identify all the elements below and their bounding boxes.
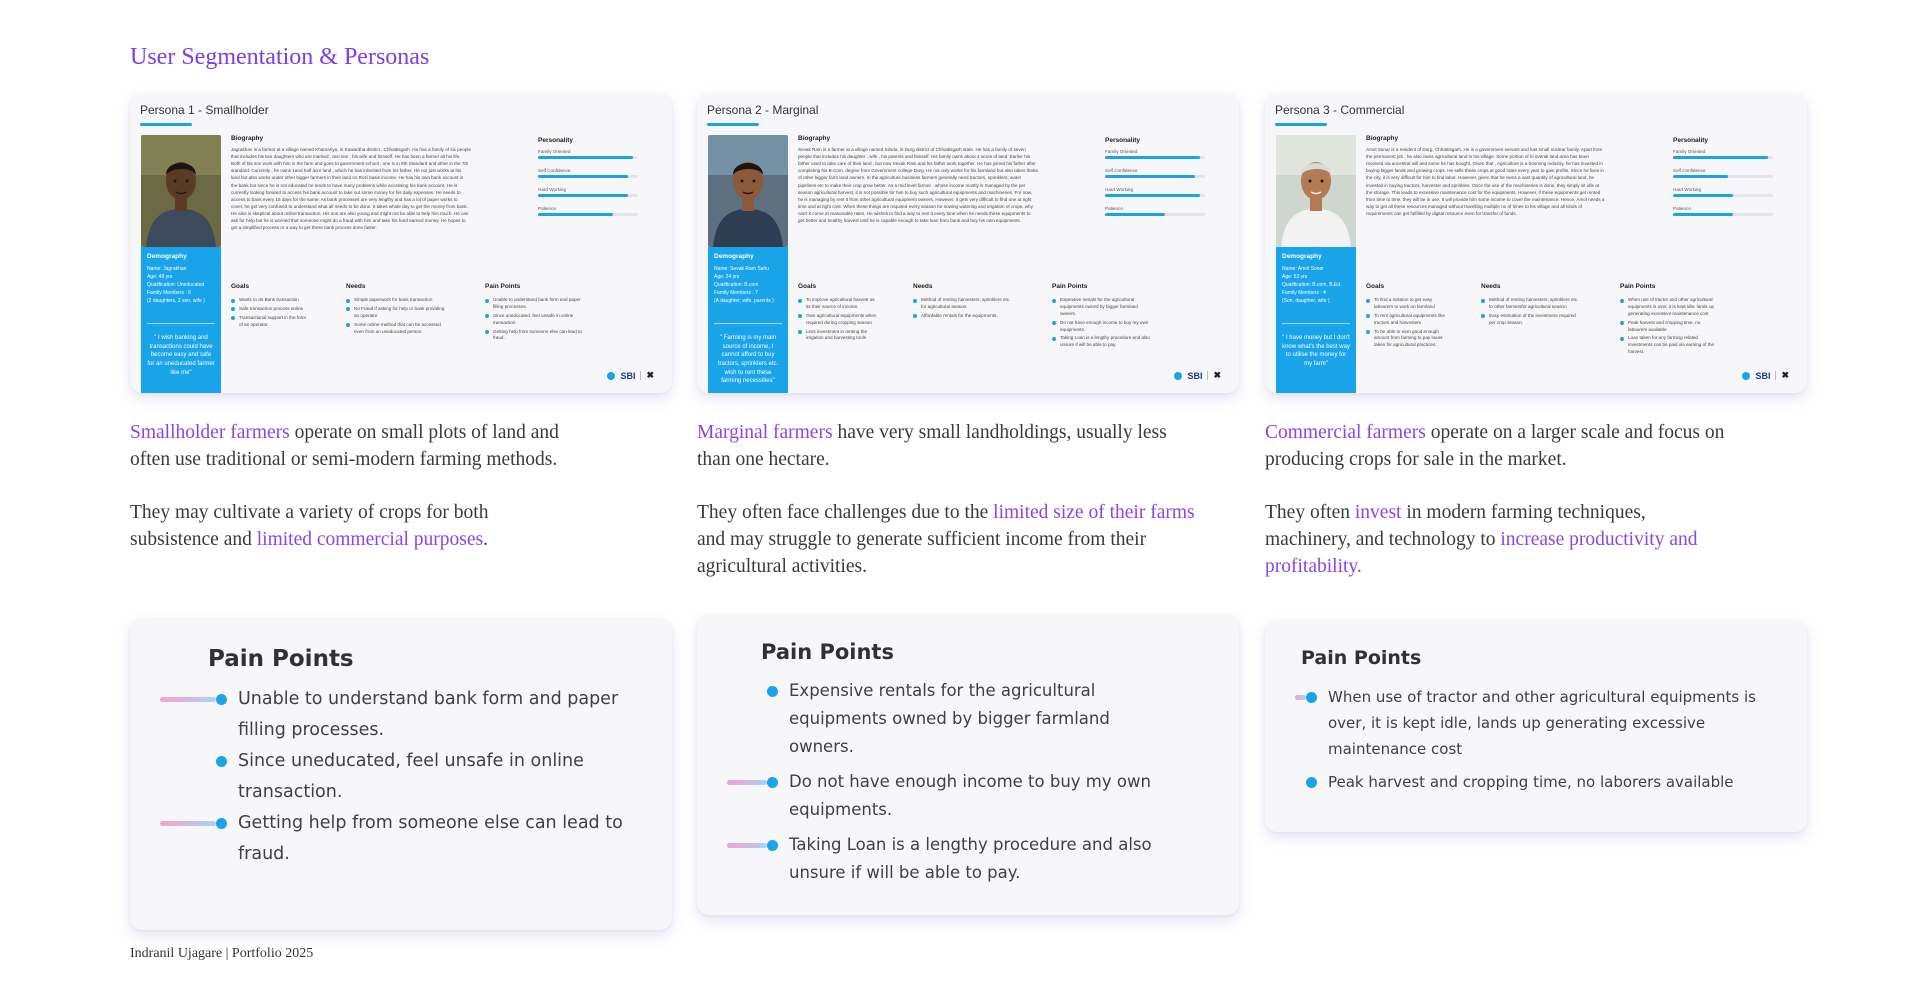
demography-heading: Demography (714, 253, 754, 260)
sbi-logo-text: SBI (620, 370, 636, 381)
demography-line: Age: 48 yrs (147, 274, 173, 281)
trait-label: Family Oriented (1673, 149, 1706, 154)
sbi-logo (607, 370, 654, 381)
trait-track (1673, 194, 1773, 197)
persona-description (697, 419, 1197, 606)
goals-item: To be able to earn good enough amount from farming to pay loans taken for agricultural practices. (1366, 329, 1446, 350)
trait-label: Self Confidence (1105, 168, 1138, 173)
description-paragraph (130, 499, 570, 553)
trait-label: Hard Working (538, 187, 566, 192)
trait-fill (538, 194, 628, 197)
needs-item: Simple paperwork for bank transaction (346, 297, 446, 304)
description-paragraph (1265, 419, 1735, 473)
description-paragraph (697, 419, 1197, 473)
body-text: operate on small plots of land and often use traditional or semi-modern farming methods. (130, 422, 559, 470)
pain-point-item (238, 808, 638, 870)
personality-trait (1105, 168, 1205, 178)
highlighted-text: limited size of their farms (993, 502, 1195, 523)
pains-heading: Pain Points (1052, 283, 1088, 290)
personality-trait (1673, 206, 1773, 216)
pain-point-item (789, 831, 1169, 887)
demography-line: Name: Amol Sonar (1282, 266, 1324, 273)
persona-card-title: Persona 2 - Marginal (707, 103, 819, 117)
persona-card (130, 93, 672, 393)
trait-fill (538, 175, 628, 178)
biography-heading: Biography (231, 135, 264, 142)
trait-fill (1673, 156, 1768, 159)
persona-description (1265, 419, 1735, 606)
persona-photo (1276, 135, 1356, 247)
personality-bars (538, 149, 638, 225)
pains-heading: Pain Points (485, 283, 521, 290)
bullet-dot-icon (216, 694, 227, 705)
pain-point-text: When use of tractor and other agricultural equipments is over, it is kept idle, lands up generating excessive maintenance cost (1328, 688, 1756, 758)
pain-points-list (238, 684, 638, 870)
pain-points-heading: Pain Points (1301, 647, 1422, 669)
persona-description (130, 419, 570, 579)
personality-trait (538, 206, 638, 216)
trait-track (538, 213, 638, 216)
trait-fill (538, 156, 633, 159)
personality-trait (1673, 149, 1773, 159)
biography-heading: Biography (1366, 135, 1399, 142)
sbi-logo (1174, 370, 1221, 381)
needs-list (913, 297, 1013, 322)
pain-points-card (1265, 620, 1807, 832)
bullet-dot-icon (1306, 692, 1317, 703)
trait-track (1673, 156, 1773, 159)
goals-item: Less investment in renting the irrigation and harvesting tools (798, 329, 878, 343)
demography-line: Qualification: B.com, B.Ed. (1282, 282, 1342, 289)
personality-trait (538, 149, 638, 159)
bullet-dot-icon (216, 818, 227, 829)
bullet-dot-icon (767, 686, 778, 697)
trait-track (1105, 156, 1205, 159)
goals-item: Own agricultural equipments when required during cropping season (798, 313, 878, 327)
personality-bars (1673, 149, 1773, 225)
pains-item: Getting help from someone else can lead to fraud. (485, 329, 585, 343)
demography-line: Family Members : 7 (714, 290, 758, 297)
pains-list (1052, 297, 1152, 351)
body-text: and may struggle to generate sufficient income from their agricultural activities. (697, 529, 1147, 577)
trait-fill (1105, 194, 1200, 197)
trait-track (538, 194, 638, 197)
trait-fill (1673, 175, 1728, 178)
body-text: operate on a larger scale and focus on producing crops for sale in the market. (1265, 422, 1725, 470)
sbi-logo (1742, 370, 1789, 381)
needs-item: Some online method that can be accessed even from an uneducated person. (346, 322, 446, 336)
trait-label: Self Confidence (538, 168, 571, 173)
demography-line: Family Members : 4 (1282, 290, 1326, 297)
demography-line: Name: Sevak Ram Sahu (714, 266, 770, 273)
trait-track (538, 175, 638, 178)
pain-point-item (789, 768, 1169, 824)
needs-item: No Fraud if asking for help or bank providing an operator (346, 306, 446, 320)
personality-trait (1105, 187, 1205, 197)
needs-item: Method of renting harvesters, sprinklers etc. for agricultural season (913, 297, 1013, 311)
trait-label: Patience (1105, 206, 1123, 211)
demography-line: (Son, daughter, wife ) (1282, 298, 1330, 305)
trait-label: Patience (538, 206, 556, 211)
pains-heading: Pain Points (1620, 283, 1656, 290)
trait-fill (1105, 213, 1165, 216)
needs-heading: Needs (346, 283, 366, 290)
description-paragraph (130, 419, 570, 473)
persona-card-title: Persona 3 - Commercial (1275, 103, 1405, 117)
pains-item: Do not have enough income to buy my own equipments. (1052, 320, 1152, 334)
pains-item: Expensive rentals for the agricultural equipments owned by bigger farmland owners. (1052, 297, 1152, 318)
goals-item: To rent agricultural equipments like tractors and harvesters (1366, 313, 1446, 327)
goals-item: Transactional support in the form of an operator. (231, 315, 311, 329)
title-underline (140, 123, 192, 126)
persona-quote: " Farming is my main source of income, I cannot afford to buy tractors, sprinklers etc. wish to rent these farming necessities" (714, 323, 782, 386)
needs-heading: Needs (913, 283, 933, 290)
personality-heading: Personality (538, 137, 574, 144)
persona-quote: " I have money but I don't know what's the best way to utilise the money for my farm" (1282, 323, 1350, 369)
needs-list (346, 297, 446, 337)
demography-panel (141, 247, 221, 393)
demography-heading: Demography (1282, 253, 1322, 260)
trait-track (1105, 213, 1205, 216)
pain-point-text: Since uneducated, feel unsafe in online transaction. (238, 751, 584, 802)
accent-gradient-line (727, 843, 767, 848)
pains-list (485, 297, 585, 344)
pain-points-heading: Pain Points (761, 640, 894, 664)
biography-text: Sevak Ram is a farmer at a village named Siloda, in Durg district of Chhattisgarh state. He has a family of seven people that includes his daughter , wife , his parents and himself. His family owns about 4 acres of land. Earlier his father used to take care of their land , but now Sevak Ram and his father work together. He has joined his father after completing his B.Com. degree from Government college Durg. He not only works for his farmland but also takes theka of other bigger farm land owners. In the agriculture business farmers generally need tractors, sprinklers, water pipelines etc to make their crop grow better. As a mid level farmer , whose income mostly is managed by the per season agricultural harvest, it is not possible for him to buy such agricultural equipments and machineries. For now, he is managing by rent it from other agricultural equipment owners. However, it gets very difficult to find one at right time and at right cost. When these things are required every season for sowing watering and irrigation of crops, why can't it come at reasonable rates. He wishes to find a way to rent it every time when he needs these equipments to get better and healthy harvest until he is capable enough to take loan from bank and buy his own equipments. (798, 147, 1038, 224)
body-text: . (483, 529, 488, 550)
personality-trait (1105, 149, 1205, 159)
pains-list (1620, 297, 1720, 358)
needs-list (1481, 297, 1581, 329)
personality-trait (1105, 206, 1205, 216)
page-title: User Segmentation & Personas (130, 44, 430, 70)
pain-point-text: Getting help from someone else can lead to fraud. (238, 813, 623, 864)
highlighted-text: invest (1354, 502, 1402, 523)
trait-label: Family Oriented (1105, 149, 1138, 154)
pain-point-text: Peak harvest and cropping time, no laborers available (1328, 773, 1734, 791)
sbi-logo-icon (1174, 372, 1182, 380)
pain-point-text: Unable to understand bank form and paper filling processes. (238, 689, 619, 740)
pain-point-item (1328, 684, 1768, 762)
body-text: They may cultivate a variety of crops for both subsistence and (130, 502, 489, 550)
needs-item: Method of renting harvesters, sprinklers etc. to other farmersfor agricultural season (1481, 297, 1581, 311)
pain-point-text: Do not have enough income to buy my own equipments. (789, 772, 1151, 819)
sbi-logo-text: SBI (1187, 370, 1203, 381)
trait-track (1673, 175, 1773, 178)
demography-line: (A daughter, wife, parents ) (714, 298, 774, 305)
description-paragraph (697, 499, 1197, 580)
pain-points-list (1328, 684, 1768, 802)
demography-line: Age: 53 yrs (1282, 274, 1308, 281)
trait-track (538, 156, 638, 159)
sbi-logo-icon (607, 372, 615, 380)
pain-point-item (238, 746, 638, 808)
demography-panel (708, 247, 788, 393)
persona-photo (141, 135, 221, 247)
body-text: They often (1265, 502, 1355, 523)
pains-item: Loan taken for any farming related investments can be paid via earning of the harvest. (1620, 335, 1720, 356)
goals-list (798, 297, 878, 344)
demography-line: (2 daughters, 2 son, wife ) (147, 298, 205, 305)
highlighted-text: Commercial farmers (1265, 422, 1426, 443)
goals-list (231, 297, 311, 331)
highlighted-text: Marginal farmers (697, 422, 833, 443)
pain-points-heading: Pain Points (208, 646, 354, 672)
highlighted-text: Smallholder farmers (130, 422, 290, 443)
personality-heading: Personality (1673, 137, 1709, 144)
personality-trait (538, 187, 638, 197)
body-text: They often face challenges due to the (697, 502, 994, 523)
footer-credit: Indranil Ujagare | Portfolio 2025 (130, 946, 314, 961)
personality-bars (1105, 149, 1205, 225)
trait-label: Patience (1673, 206, 1691, 211)
bullet-dot-icon (216, 756, 227, 767)
trait-label: Self Confidence (1673, 168, 1706, 173)
trait-fill (1105, 156, 1200, 159)
needs-item: Affordable rentals for the equipments. (913, 313, 1013, 320)
pain-point-text: Expensive rentals for the agricultural equipments owned by bigger farmland owners. (789, 681, 1110, 756)
goals-list (1366, 297, 1446, 351)
personality-trait (538, 168, 638, 178)
persona-card-title: Persona 1 - Smallholder (140, 103, 269, 117)
partner-logo-icon: ✖ (1781, 370, 1789, 380)
trait-fill (1673, 194, 1733, 197)
goals-item: To find a solution to get easy labourers to work on farmland (1366, 297, 1446, 311)
demography-line: Age: 24 yrs (714, 274, 740, 281)
biography-text: Amol Sonar is a resident of Durg, Chhattisgarh. He is a government servant and has small nuclear family. Apart from the permanent job , he also owns agricultural land in his village. Some portion of hi overall land area has been received via ancestral will and some he has bought. Given that , Agriculture is a booming industry, he has invested in buying bigger lands and growing crops. He sells these crops at good rates every year to gain profits. Since he lives in the city, it is very difficult for him to find labor. However, given that he owns a vast quantity of agricultural land, he invested in buying tractors, harvester and sprinkles. Once the use of the machineries is done, they simply sit idle at the storage. This leads to excessive maintenance cost for the equipments. However, if these equipments get rented from time to time, they will be in use. It will provide him some income to cover the maintenance. Hence, Amol needs a way to get all these resources managed without travelling multiple no of times to his village and all kinds of requirements can get fulfilled by digital resource even for transfer of funds. (1366, 147, 1605, 216)
demography-line: Family Members : 6 (147, 290, 191, 297)
pains-item: Taking Loan is a lengthy procedure and also unsure if will be able to pay. (1052, 335, 1152, 349)
goals-item: Safe transaction process online (231, 306, 311, 313)
highlighted-text: increase productivity and profitability. (1265, 529, 1698, 577)
partner-logo-icon: ✖ (1213, 370, 1221, 380)
needs-heading: Needs (1481, 283, 1501, 290)
pain-points-card (697, 615, 1239, 915)
demography-line: Qualification: Uneducated (147, 282, 205, 289)
pain-points-list (789, 677, 1169, 894)
pain-point-item (238, 684, 638, 746)
pain-points-card (130, 618, 672, 930)
trait-fill (1105, 175, 1195, 178)
trait-label: Hard Working (1105, 187, 1133, 192)
pains-item: When use of tractor and other agricultural equipments is over, it is kept idle, lands up generating excessive maintenance cost (1620, 297, 1720, 318)
personality-heading: Personality (1105, 137, 1141, 144)
accent-gradient-line (160, 697, 216, 702)
body-text: have very small landholdings, usually less than one hectare. (697, 422, 1167, 470)
trait-label: Family Oriented (538, 149, 571, 154)
logo-divider (1207, 371, 1208, 380)
description-paragraph (1265, 499, 1735, 580)
pains-item: Peak harvest and cropping time, no labourers available (1620, 320, 1720, 334)
trait-fill (538, 213, 613, 216)
goals-heading: Goals (798, 283, 817, 290)
demography-heading: Demography (147, 253, 187, 260)
body-text: in modern farming techniques, machinery, and technology to (1265, 502, 1646, 550)
title-underline (1275, 123, 1327, 126)
accent-gradient-line (727, 780, 767, 785)
pains-item: Since uneducated, feel unsafe in online transaction. (485, 313, 585, 327)
highlighted-text: limited commercial purposes (256, 529, 484, 550)
title-underline (707, 123, 759, 126)
logo-divider (1775, 371, 1776, 380)
goals-heading: Goals (1366, 283, 1385, 290)
accent-gradient-line (160, 821, 216, 826)
goals-item: Wants to do Bank transaction (231, 297, 311, 304)
trait-track (1105, 194, 1205, 197)
pains-item: Unable to understand bank form and paper filling processes. (485, 297, 585, 311)
persona-quote: " I wish banking and transactions could have become easy and safe for an uneducated farmer like me" (147, 323, 215, 377)
bullet-dot-icon (1306, 777, 1317, 788)
pain-point-item (789, 677, 1169, 761)
sbi-logo-text: SBI (1755, 370, 1771, 381)
pain-point-text: Taking Loan is a lengthy procedure and also unsure if will be able to pay. (789, 835, 1152, 882)
bullet-dot-icon (767, 777, 778, 788)
persona-photo (708, 135, 788, 247)
demography-line: Name: Jagrakhan (147, 266, 187, 273)
pain-point-item (1328, 769, 1768, 795)
persona-card (697, 93, 1239, 393)
demography-line: Qualification: B.com (714, 282, 759, 289)
biography-text: Jagrakhan is a farmer at a village named Khamariya, in Kawardha district , Chhattisgarh. He has a family of six people that includes his two daughters who are married , two son , his wife and himself. He has been a farmer all his life. Both of his son work with him in the farm and goes to government school , one is in 9th Standard and other in the 7th standard. Currently , he owns 1and half acre land , which he has inherited from his father. He not just works at his land but also works under other bigger farmers in their land on Rozi basis income. He has his own bank account in the bank but since he is not educated he tends to have many problems while accessing his bank account. He is currently looking forward to access his bank account to take out some money for his daily expenses. He needs to access to bank every 15 days for the same. As bank processes are very lengthy and has a lot of paper works to cover, he get very confused to understand what all needs to be done. It takes whole day to get the money from bank. He also is skeptical about online transaction. His son are also young and might not be able to help him much. He can ask for help but he is worried that someone might do a fraud with him and take his hard earned money. He hopes to get a simplified process or a way to get these bank process done faster. (231, 147, 472, 231)
partner-logo-icon: ✖ (646, 370, 654, 380)
trait-track (1105, 175, 1205, 178)
trait-label: Hard Working (1673, 187, 1701, 192)
demography-panel (1276, 247, 1356, 393)
accent-gradient-line (1295, 695, 1306, 700)
trait-fill (1673, 213, 1733, 216)
logo-divider (640, 371, 641, 380)
biography-heading: Biography (798, 135, 831, 142)
bullet-dot-icon (767, 840, 778, 851)
goals-heading: Goals (231, 283, 250, 290)
trait-track (1673, 213, 1773, 216)
sbi-logo-icon (1742, 372, 1750, 380)
personality-trait (1673, 187, 1773, 197)
personality-trait (1673, 168, 1773, 178)
goals-item: To improve agricultural harvest as its their source of income. (798, 297, 878, 311)
persona-card (1265, 93, 1807, 393)
needs-item: Easy estimation of the investment required per crop season. (1481, 313, 1581, 327)
